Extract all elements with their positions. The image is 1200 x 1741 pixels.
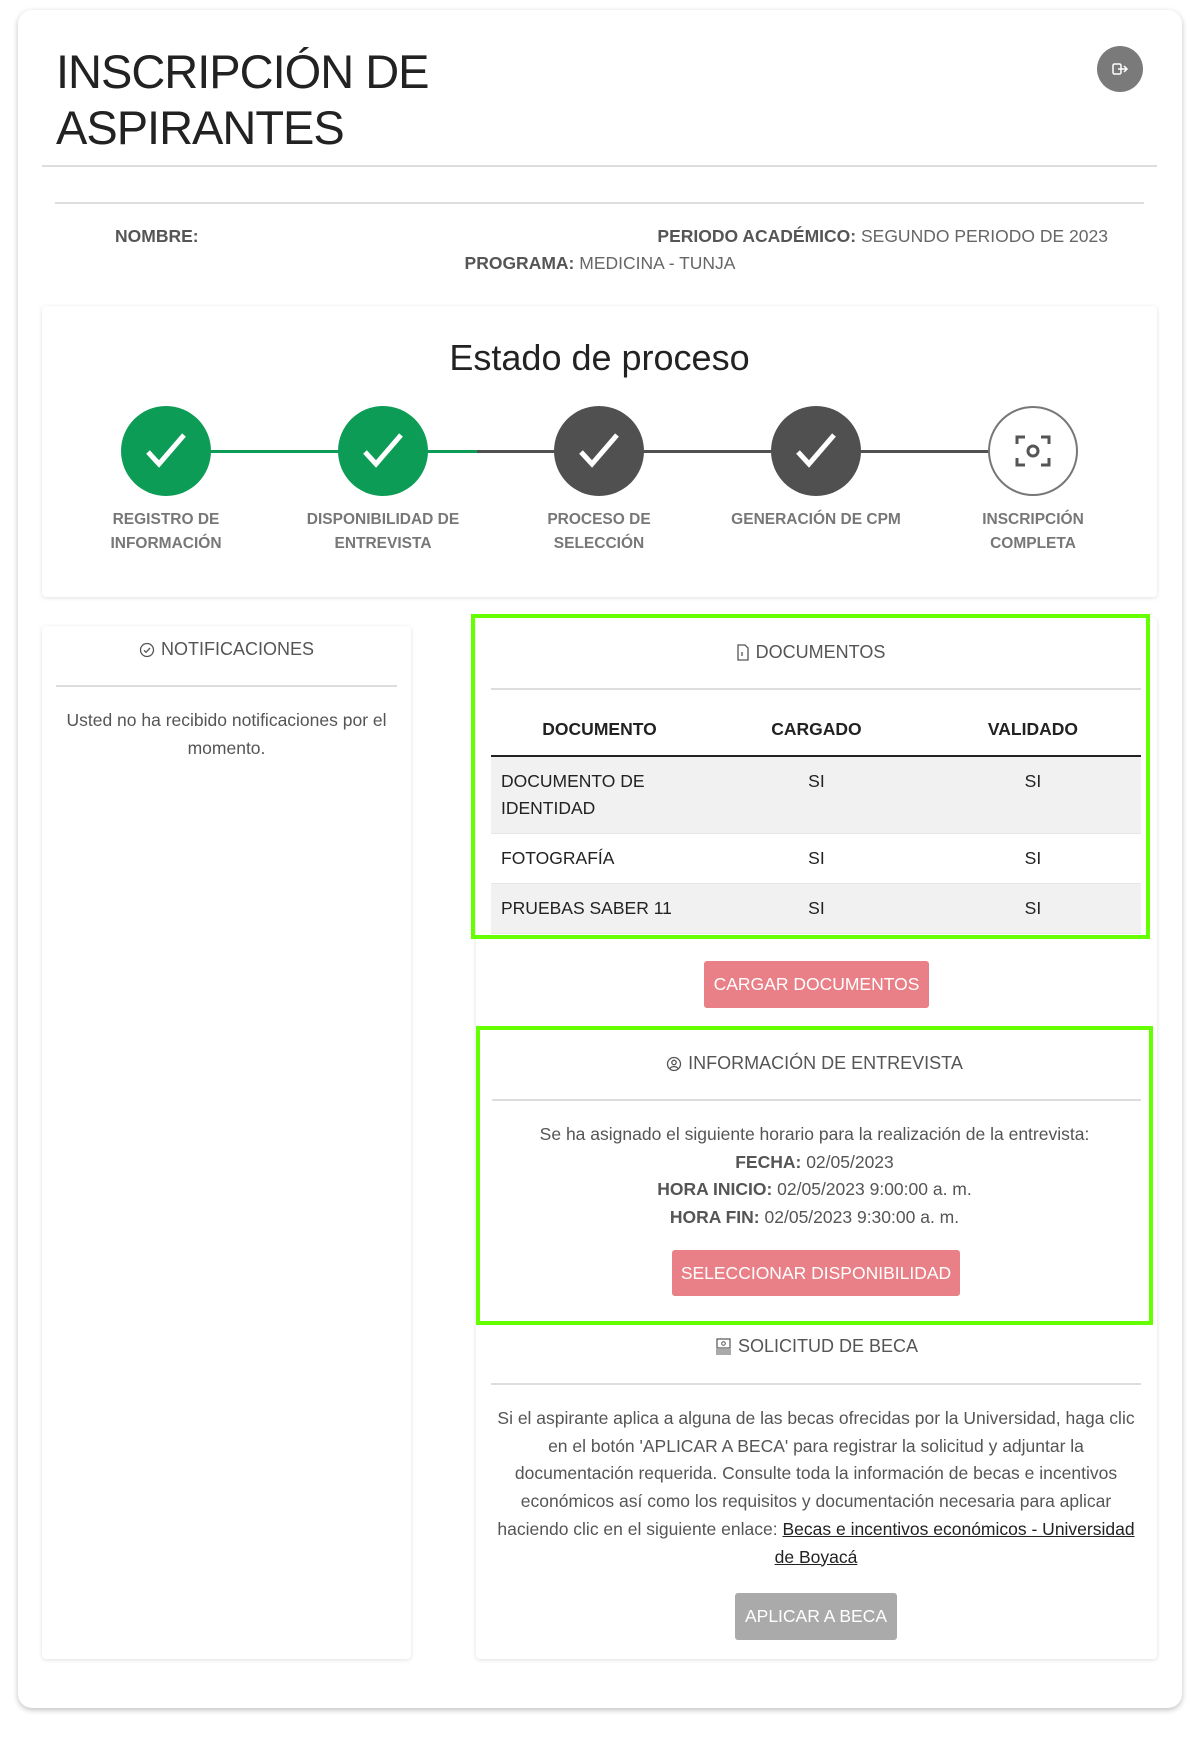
periodo-field: PERIODO ACADÉMICO: SEGUNDO PERIODO DE 2023 xyxy=(657,226,1108,246)
select-availability-button[interactable]: SELECCIONAR DISPONIBILIDAD xyxy=(672,1250,960,1296)
step-label: GENERACIÓN DE CPM xyxy=(731,511,901,528)
step-label: DISPONIBILIDAD DE ENTREVISTA xyxy=(306,511,460,552)
scholarship-section xyxy=(476,1336,1157,1571)
process-step xyxy=(716,406,916,532)
table-row: FOTOGRAFÍA SI SI xyxy=(491,834,1141,884)
user-circle-icon xyxy=(666,1056,682,1072)
step-label: PROCESO DE SELECCIÓN xyxy=(547,511,651,552)
check-icon xyxy=(771,406,861,496)
documents-header: DOCUMENTOS xyxy=(475,642,1146,663)
process-step xyxy=(933,406,1133,556)
check-icon xyxy=(338,406,428,496)
process-title: Estado de proceso xyxy=(449,337,750,378)
process-step xyxy=(283,406,483,556)
notifications-header: NOTIFICACIONES xyxy=(42,639,411,660)
upload-documents-button[interactable]: CARGAR DOCUMENTOS xyxy=(704,961,929,1008)
step-label: REGISTRO DE INFORMACIÓN xyxy=(110,511,222,552)
notifications-message: Usted no ha recibido notificaciones por el momento. xyxy=(66,710,387,758)
nombre-field: NOMBRE: xyxy=(115,226,199,246)
scholarship-link[interactable]: Becas e incentivos económicos - Universidad de Boyacá xyxy=(774,1518,1135,1567)
interview-details: Se ha asignado el siguiente horario para la realización de la entrevista: FECHA: 02/05/2023 HORA INICIO: 02/05/2023 9:00:00 a. m. HORA FIN: 02/05/2023 9:30:00 a. m. xyxy=(539,1124,1090,1228)
scholarship-icon xyxy=(715,1338,732,1355)
scholarship-header: SOLICITUD DE BECA xyxy=(476,1336,1157,1357)
programa-field: PROGRAMA: MEDICINA - TUNJA xyxy=(464,253,736,273)
process-card xyxy=(42,306,1157,597)
document-icon xyxy=(736,644,750,661)
page-title xyxy=(56,44,429,156)
logout-button[interactable] xyxy=(1097,46,1143,92)
process-step xyxy=(66,406,266,556)
step-label: INSCRIPCIÓN COMPLETA xyxy=(982,511,1084,552)
divider xyxy=(42,165,1157,167)
apply-scholarship-button[interactable]: APLICAR A BECA xyxy=(735,1593,897,1640)
title-line-2: ASPIRANTES xyxy=(56,101,344,154)
table-row: PRUEBAS SABER 11 SI SI xyxy=(491,884,1141,934)
divider xyxy=(55,202,1144,204)
scan-icon xyxy=(988,406,1078,496)
interview-header: INFORMACIÓN DE ENTREVISTA xyxy=(480,1053,1149,1074)
documents-table: DOCUMENTO CARGADO VALIDADO DOCUMENTO DE IDENTIDAD SI SI FOTOGRAFÍA SI SI PRUEBAS SABER 11 SI SI xyxy=(491,690,1141,934)
scholarship-text: Si el aspirante aplica a alguna de las becas ofrecidas por la Universidad, haga clic en el botón 'APLICAR A BECA' para registrar la solicitud y adjuntar la documentación requerida. Consulte toda la información de becas e incentivos económicos así como los requisitos y documentación necesaria para aplicar haciendo clic en el siguiente enlace: Becas e incentivos económicos - Universidad de Boyacá xyxy=(497,1408,1135,1567)
notifications-card xyxy=(42,626,411,1659)
check-icon xyxy=(554,406,644,496)
check-circle-icon xyxy=(139,642,155,658)
table-row: DOCUMENTO DE IDENTIDAD SI SI xyxy=(491,756,1141,834)
logout-icon xyxy=(1111,61,1129,77)
process-step xyxy=(499,406,699,556)
documents-section xyxy=(471,614,1150,939)
check-icon xyxy=(121,406,211,496)
title-line-1: INSCRIPCIÓN DE xyxy=(56,45,429,98)
